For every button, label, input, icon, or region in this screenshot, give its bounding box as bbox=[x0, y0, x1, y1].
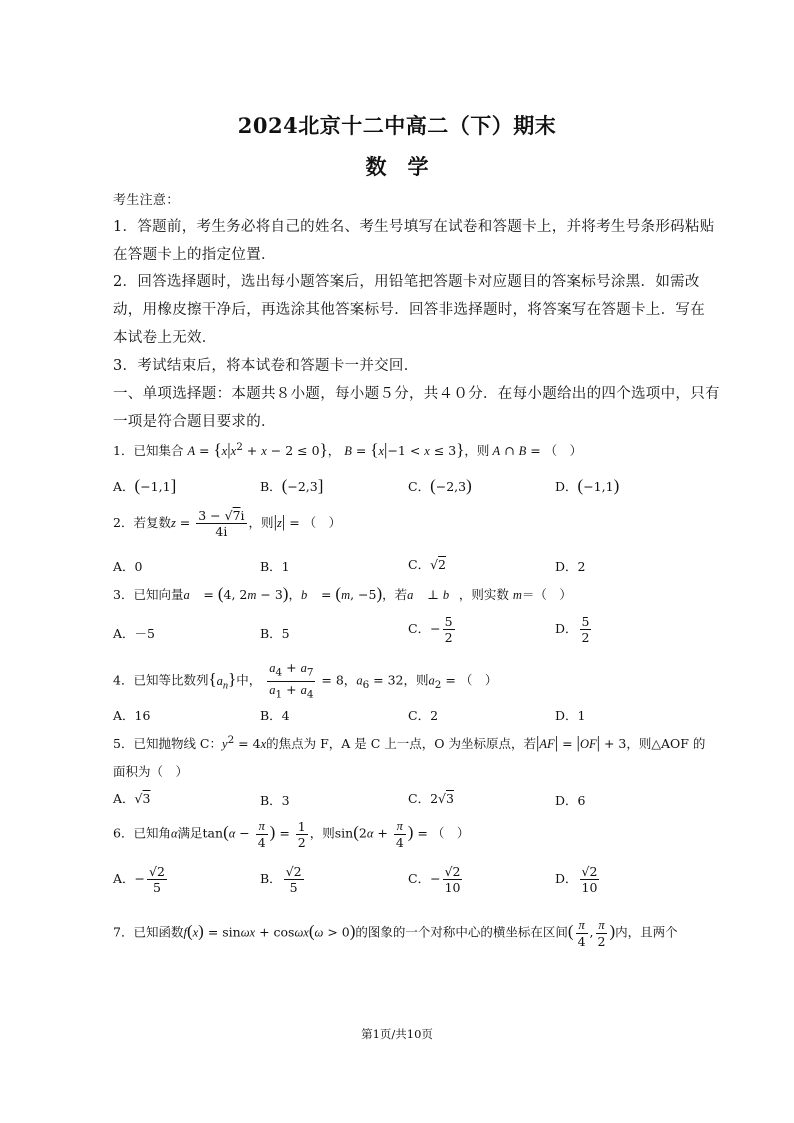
question-6-stem: 6．已知角α满足tan(α − $\frac{\pi}{4}$ ) = $\frac{1}{2}$ ，则sin(2α + $\frac{\pi}{4}$ ) = （ ） bbox=[113, 818, 470, 850]
q4-option-c: C．2 bbox=[408, 708, 439, 723]
q5-option-a: A．√3 bbox=[113, 791, 151, 806]
q1-option-b: B．(−2,3] bbox=[260, 476, 324, 495]
page-title: 2024北京十二中高二（下）期末 bbox=[237, 113, 557, 138]
question-4-stem: 4．已知等比数列$\{a_n\}$中， $\frac{a_4 + a_7}{a_1 + a_4}$ = 8，$a_6 = 32$，则$a_2$ = （ ） bbox=[113, 660, 498, 700]
q6-option-c: C．− $\frac{√2}{10}$ bbox=[408, 864, 461, 895]
q5-option-c: C．2√3 bbox=[408, 791, 454, 806]
q2-option-d: D．2 bbox=[555, 559, 586, 574]
question-5-stem-cont: 面积为（ ） bbox=[113, 764, 189, 779]
q3-option-a: A．－5 bbox=[113, 626, 155, 641]
q6-option-a: A．− $\frac{√2}{5}$ bbox=[113, 864, 165, 895]
q4-option-b: B．4 bbox=[260, 708, 290, 723]
q5-option-b: B．3 bbox=[260, 793, 290, 808]
subject-title: 数 学 bbox=[365, 154, 429, 179]
notice-line: 2．回答选择题时，选出每小题答案后，用铅笔把答题卡对应题目的答案标号涂黑．如需改 bbox=[113, 274, 700, 290]
q1-option-a: A．(−1,1] bbox=[113, 476, 177, 495]
q2-option-c: C．√2 bbox=[408, 557, 446, 572]
notice-line: 1．答题前，考生务必将自己的姓名、考生号填写在试卷和答题卡上，并将考生号条形码粘贴 bbox=[113, 219, 715, 235]
q6-option-d: D． $\frac{√2}{10}$ bbox=[555, 864, 598, 895]
q3-option-b: B．5 bbox=[260, 626, 290, 641]
q1-option-c: C．(−2,3) bbox=[408, 476, 472, 495]
q2-option-b: B．1 bbox=[260, 559, 290, 574]
question-3-stem: 3．已知向量a⃗ = (4, 2m − 3)，b⃗ = (m, −5)，若a⃗ ⊥ b⃗，则实数 m＝（ ） bbox=[113, 584, 572, 603]
q4-option-a: A．16 bbox=[113, 708, 151, 723]
notice-line: 3．考试结束后，将本试卷和答题卡一并交回． bbox=[113, 358, 419, 374]
notice-line: 动，用橡皮擦干净后，再选涂其他答案标号．回答非选择题时，将答案写在答题卡上．写在 bbox=[113, 302, 705, 318]
section-heading: 一、单项选择题：本题共８小题，每小题５分，共４０分．在每小题给出的四个选项中，只有 bbox=[113, 386, 720, 402]
question-5-stem: 5．已知抛物线 C：$y^2 = 4x$的焦点为 F，A 是 C 上一点，O 为坐标原点，若|AF| = |OF| + 3，则△AOF 的 bbox=[113, 733, 706, 752]
question-1-stem: 1．已知集合 $A = \{x|x^2 + x - 2 \le 0\}$， B = {x|−1 < x ≤ 3}，则 A ∩ B = （ ） bbox=[113, 440, 583, 459]
q2-option-a: A．0 bbox=[113, 559, 143, 574]
notice-heading: 考生注意： bbox=[113, 193, 180, 208]
q4-option-d: D．1 bbox=[555, 708, 586, 723]
q3-option-c: C．− $\frac{5}{2}$ bbox=[408, 614, 453, 645]
question-2-stem: 2．若复数z = $\frac{3 - √7i}{4i}$ ，则|z| = （ ） bbox=[113, 508, 342, 539]
page-footer: 第1页/共10页 bbox=[361, 1027, 433, 1041]
notice-line: 在答题卡上的指定位置． bbox=[113, 247, 276, 263]
q3-option-d: D． $\frac{5}{2}$ bbox=[555, 614, 590, 645]
question-7-stem: 7．已知函数f(x) = sinωx + cosωx(ω > 0)的图象的一个对称中心的横坐标在区间( $\frac{\pi}{4}$ , $\frac{\pi}{2}$ )内，且两个 bbox=[113, 918, 678, 949]
notice-line: 本试卷上无效． bbox=[113, 330, 217, 346]
q1-option-d: D．(−1,1) bbox=[555, 476, 620, 495]
q6-option-b: B． $\frac{√2}{5}$ bbox=[260, 864, 302, 895]
section-heading: 一项是符合题目要求的． bbox=[113, 414, 276, 430]
q5-option-d: D．6 bbox=[555, 793, 586, 808]
